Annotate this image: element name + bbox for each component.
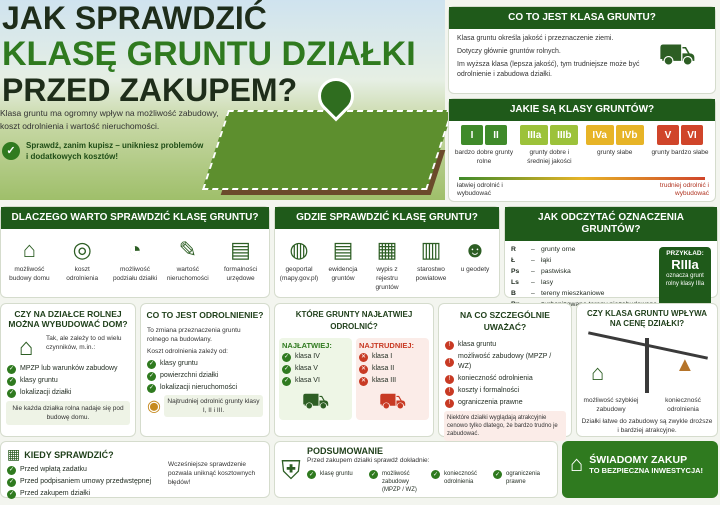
class-group-label: grunty dobre i średniej jakości [527,149,572,165]
deagr-card: CO TO JEST ODROLNIENIE? To zmiana przeznaczenia gruntu rolnego na budowlany. Koszt odrolnienia zależy od: ✓ klasy gruntu ✓ powierzchni działki ✓ lokalizacji nieruchomości ◉ Najtrudniej odrolnić grunty klasy I, II i III. [140,303,270,437]
deagr-note: Najtrudniej odrolnić grunty klasy I, II i III. [164,395,263,417]
where-items [275,229,499,298]
list-item: ✓ Przed zakupem działki [8,490,91,497]
banner: ⌂ ŚWIADOMY ZAKUP TO BEZPIECZNA INWESTYCJA! [562,441,718,498]
build-header: CZY NA DZIAŁCE ROLNEJ MOŻNA WYBUDOWAĆ DOM? [8,309,128,329]
build-conditions [1,364,135,398]
class-group [518,125,580,166]
legend-code: B [511,290,516,297]
class-code-badge: VI [681,125,703,145]
balance-scale [577,334,717,396]
warning-icon: ! [445,387,454,396]
why-item [111,235,159,283]
where-item-label: wypis z rejestru gruntów [375,266,399,291]
calendar-icon: ▦ [7,446,21,462]
list-item: ! ograniczenia prawne [445,398,565,408]
register-icon: ▤ [332,237,354,262]
warning-icon: ✕ [360,354,367,360]
check-icon: ✓ [8,366,15,372]
where-item-label: u geodety [460,266,490,273]
why-item [58,235,106,283]
legend-row: B – tereny mieszkaniowe [511,290,605,297]
class-groups [449,121,715,166]
why-item-label: możliwość budowy domu [9,266,50,282]
where-card [274,206,500,298]
list-item: ✓ klasa V [283,365,318,372]
pie-chart-icon: ◔ [128,237,142,262]
why-items [1,229,269,289]
list-item: ✓ klasy gruntu [148,360,198,367]
where-item [453,235,497,292]
globe-icon: ◍ [289,237,309,262]
register-extract-icon: ▦ [376,237,398,262]
class-code-badge: IIIb [550,125,578,145]
class-code-badge: IVb [616,125,644,145]
legend-desc: lasy [541,279,554,286]
legend-code: Ps [511,268,520,275]
list-item: ! koszty i formalności [445,386,565,396]
check-icon: ✓ [283,378,290,384]
easier-label: łatwiej odrolnić i wybudować [457,182,503,197]
when-card: ▦ KIEDY SPRAWDZIĆ? ✓ Przed wpłatą zadatku ✓ Przed podpisaniem umowy przedwstępnej ✓ Przed zakupem działki Wcześniejsze sprawdzenie pozwala uniknąć kosztownych błędów! [0,441,270,498]
house-icon: ⌂ [22,237,37,262]
house-icon: ⌂ [570,451,584,476]
check-icon: ✓ [494,471,501,478]
easiest-header: KTÓRE GRUNTY NAJŁATWIEJ ODROLNIĆ? [295,310,413,331]
where-item-label: ewidencja gruntów [328,266,358,282]
summary-list [307,468,551,496]
check-icon: ✓ [432,471,439,478]
class-code-badge: IVa [586,125,614,145]
tractor-icon: ⛟ [301,388,330,413]
check-icon: ✓ [283,354,290,360]
soil-pile-icon: ▲ [675,354,695,376]
read-header: JAK ODCZYTAĆ OZNACZENIA GRUNTÓW? [505,207,717,241]
tractor-icon: ⛟ [658,38,696,71]
code-legend [511,244,659,310]
check-icon: ✓ [8,467,15,473]
read-card [504,206,718,298]
deagr-factors [147,359,263,393]
house-icon: ⌂ [591,360,605,385]
legend-row: R – grunty orne [511,246,576,253]
check-icon: ✓ [8,491,15,497]
what-is-header: CO TO JEST KLASA GRUNTU? [449,7,715,29]
class-group [584,125,646,166]
check-icon: ✓ [8,390,15,396]
hero-banner [0,0,445,200]
attention-note: Niektóre działki wyglądają atrakcyjnie cenowo tylko dlatego, że bardzo trudno je zabudować. [444,411,566,441]
list-item: ✓ lokalizacji działki [8,389,72,396]
legend-desc: grunty orne [541,246,576,253]
legend-desc: tereny mieszkaniowe [541,290,605,297]
hero-description: Klasa gruntu ma ogromny wpływ na możliwość zabudowy, koszt odrolnienia i wartość nieruchomości. [0,108,219,131]
legend-row: Ł – łąki [511,257,552,264]
price-header: CZY KLASA GRUNTU WPŁYWA NA CENĘ DZIAŁKI? [587,309,707,328]
list-item: ✓ klasa IV [283,353,320,360]
where-item-label: starostwo powiatowe [415,266,447,282]
why-item-label: koszt odrolnienia [66,266,99,282]
list-item: ✓ lokalizacji nieruchomości [148,384,238,391]
class-code-badge: II [485,125,507,145]
why-item [5,235,53,283]
summary-item: ✓ konieczność odrolnienia [432,471,478,485]
why-header: DLACZEGO WARTO SPRAWDZIĆ KLASĘ GRUNTU? [1,207,269,229]
plot-illustration [202,110,453,190]
class-group [453,125,515,166]
legend-desc: pastwiska [541,268,571,275]
price-card: CZY KLASA GRUNTU WPŁYWA NA CENĘ DZIAŁKI? ⌂ ▲ możliwość szybkiej zabudowy konieczność odrolnienia Działki łatwe do zabudowy są zwykle droższe i bardziej atrakcyjne. [576,303,718,437]
document-icon: ▤ [230,237,251,262]
warning-icon: ✕ [360,378,367,384]
check-icon: ✓ [8,479,15,485]
tractor-icon: ⛟ [378,388,407,413]
checkmark-icon: ✓ [2,142,20,160]
where-item [409,235,453,292]
attention-header: NA CO SZCZEGÓLNIE UWAŻAĆ? [460,310,550,332]
attention-list [439,340,571,408]
check-icon: ✓ [370,471,377,478]
summary-item: ✓ możliwość zabudowy (MPZP / WZ) [370,471,417,493]
example-box: PRZYKŁAD: RIIIa oznacza grunt rolny klasy IIIa [659,247,711,310]
coins-icon: ◎ [72,237,92,262]
warning-icon: ! [445,399,454,408]
legend-code: Ł [511,257,516,264]
where-item [365,235,409,292]
office-building-icon: ▥ [420,237,442,262]
why-item-label: wartość nieruchomości [166,266,209,282]
coin-stack-icon: ◉ [147,398,161,415]
class-code-badge: IIIa [520,125,548,145]
list-item: ! klasa gruntu [445,340,565,350]
check-icon: ✓ [148,361,155,367]
why-item [164,235,212,283]
summary-item: ✓ klasę gruntu [308,471,353,478]
warning-icon: ! [445,358,454,367]
easy-column: NAJŁATWIEJ: ✓ klasa IV ✓ klasa V ✓ klasa VI ⛟ [279,338,352,420]
difficulty-arrow [459,177,705,180]
easiest-card [274,303,434,437]
warning-icon: ✕ [360,366,367,372]
what-is-card: CO TO JEST KLASA GRUNTU? Klasa gruntu określa jakość i przeznaczenie ziemi. Dotyczy głównie gruntów rolnych. Im wyższa klasa (lepsza jakość), tym trudniejsze może być odrolnienie i zabudowa działki. ⛟ [448,6,716,94]
list-item: ✕ klasa I [360,353,393,360]
legend-desc: łąki [541,257,552,264]
why-card [0,206,270,298]
class-group-label: bardzo dobre grunty rolne [454,149,514,165]
where-item-label: geoportal (mapy.gov.pl) [279,266,319,282]
attention-card [438,303,572,437]
why-item-label: formalności urzędowe [223,266,258,282]
class-code-badge: I [461,125,483,145]
legend-row: Ls – lasy [511,279,554,286]
summary-card: ⛨ PODSUMOWANIE Przed zakupem działki sprawdź dokładnie: ✓ klasę gruntu ✓ możliwość zabudowy (MPZP / WZ) ✓ konieczność odrolnienia ✓ ograniczenia prawne [274,441,558,498]
list-item: ✕ klasa III [360,377,397,384]
surveyor-icon: ☻ [463,237,487,262]
build-card: CZY NA DZIAŁCE ROLNEJ MOŻNA WYBUDOWAĆ DOM? ⌂ Tak, ale zależy to od wielu czynników, m.in.: ✓ MPZP lub warunków zabudowy ✓ klasy gruntu ✓ lokalizacji działki Nie każda działka rolna nadaje się pod budowę domu. [0,303,136,437]
check-icon: ✓ [148,385,155,391]
class-code-badge: V [657,125,679,145]
legend-code: R [511,246,516,253]
price-tag-icon: ✎ [178,237,197,262]
class-group [649,125,711,166]
farmhouse-icon: ⌂ [18,334,34,361]
list-item: ✓ klasy gruntu [8,377,58,384]
legend-row: Ps – pastwiska [511,268,571,275]
check-icon: ✓ [8,378,15,384]
when-list [7,465,162,499]
shield-check-icon: ⛨ [281,455,301,485]
where-header: GDZIE SPRAWDZIĆ KLASĘ GRUNTU? [275,207,499,229]
summary-item: ✓ ograniczenia prawne [494,471,541,485]
when-note: Wcześniejsze sprawdzenie pozwala uniknąć kosztownych błędów! [168,461,256,486]
build-note: Nie każda działka rolna nadaje się pod budowę domu. [6,401,130,425]
class-group-label: grunty bardzo słabe [651,149,709,156]
list-item: ✓ powierzchni działki [148,372,219,379]
deagr-header: CO TO JEST ODROLNIENIE? [146,310,264,320]
where-item [277,235,321,292]
class-group-label: grunty słabe [596,149,633,156]
check-icon: ✓ [283,366,290,372]
list-item: ✕ klasa II [360,365,395,372]
legend-code: Ls [511,279,519,286]
classes-header: JAKIE SĄ KLASY GRUNTÓW? [449,99,715,121]
hard-column: NAJTRUDNIEJ: ✕ klasa I ✕ klasa II ✕ klasa III ⛟ [356,338,429,420]
check-icon: ✓ [308,471,315,478]
list-item: ✓ MPZP lub warunków zabudowy [8,365,118,372]
page-title: JAK SPRAWDZIĆ KLASĘ GRUNTU DZIAŁKI PRZED ZAKUPEM? [2,0,416,108]
warning-icon: ! [445,341,454,350]
where-item [321,235,365,292]
list-item: ! możliwość zabudowy (MPZP / WZ) [445,352,565,372]
warning-icon: ! [445,375,454,384]
harder-label: trudniej odrolnić i wybudować [659,182,709,197]
list-item: ✓ Przed podpisaniem umowy przedwstępnej [8,478,152,485]
list-item: ✓ Przed wpłatą zadatku [8,466,87,473]
list-item: ! konieczność odrolnienia [445,374,565,384]
classes-card [448,98,716,202]
check-icon: ✓ [148,373,155,379]
hero-check-note: ✓ Sprawdź, zanim kupisz – unikniesz problemów i dodatkowych kosztów! [2,140,207,162]
list-item: ✓ klasa VI [283,377,320,384]
why-item-label: możliwość podziału działki [112,266,158,282]
why-item [217,235,265,283]
